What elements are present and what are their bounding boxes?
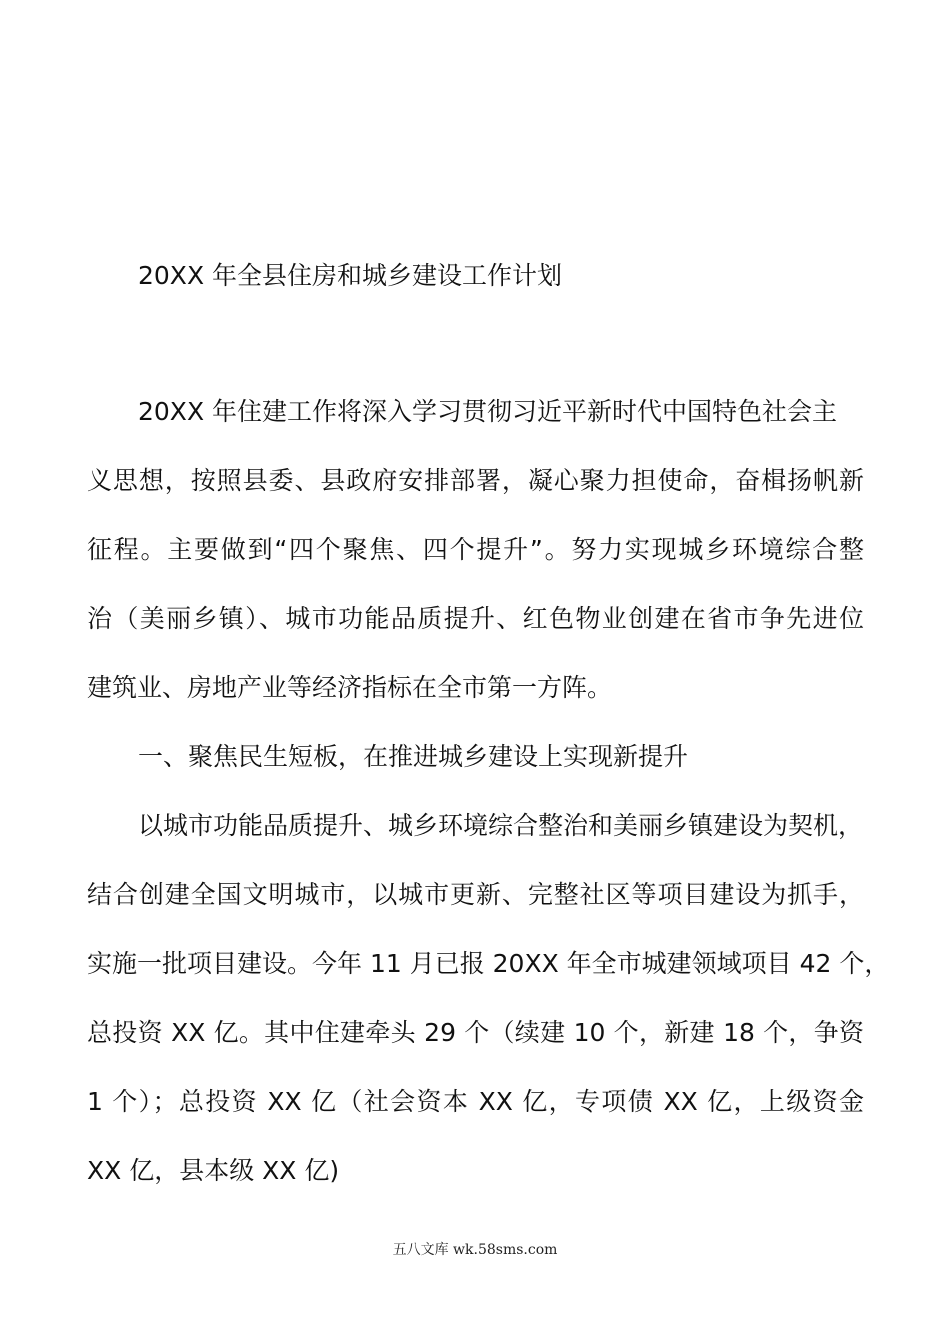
paragraph-line: 1 个）；总投资 XX 亿（社会资本 XX 亿，专项债 XX 亿，上级资金 xyxy=(87,1087,864,1116)
paragraph-line: 总投资 XX 亿。其中住建牵头 29 个（续建 10 个，新建 18 个，争资 xyxy=(87,1018,864,1047)
paragraph-line: 实施一批项目建设。今年 11 月已报 20XX 年全市城建领域项目 42 个， xyxy=(87,949,890,978)
paragraph-line: 义思想，按照县委、县政府安排部署，凝心聚力担使命，奋楫扬帆新 xyxy=(87,466,864,495)
paragraph-line: 治（美丽乡镇）、城市功能品质提升、红色物业创建在省市争先进位 xyxy=(87,604,864,633)
paragraph-line: 20XX 年住建工作将深入学习贯彻习近平新时代中国特色社会主 xyxy=(138,397,838,426)
paragraph-line: 征程。主要做到“四个聚焦、四个提升”。努力实现城乡环境综合整 xyxy=(87,535,864,564)
document-title: 20XX 年全县住房和城乡建设工作计划 xyxy=(138,261,563,290)
page-footer: 五八文库 wk.58sms.com xyxy=(392,1242,558,1258)
section-heading: 一、聚焦民生短板，在推进城乡建设上实现新提升 xyxy=(138,742,689,771)
paragraph-line: 建筑业、房地产业等经济指标在全市第一方阵。 xyxy=(87,673,613,702)
paragraph-line: XX 亿，县本级 XX 亿) xyxy=(87,1156,340,1185)
paragraph-line: 结合创建全国文明城市，以城市更新、完整社区等项目建设为抓手， xyxy=(87,880,864,909)
paragraph-line: 以城市功能品质提升、城乡环境综合整治和美丽乡镇建设为契机， xyxy=(138,811,864,840)
